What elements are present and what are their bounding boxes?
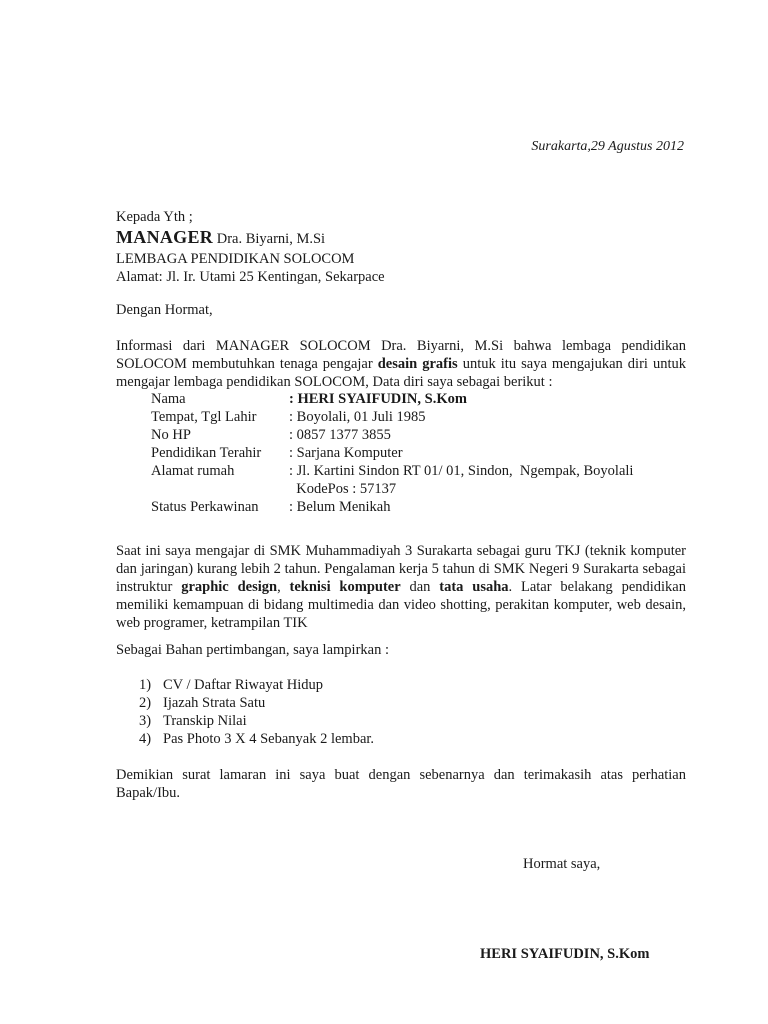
bio-row <box>151 408 633 426</box>
recipient-institution: LEMBAGA PENDIDIKAN SOLOCOM <box>116 251 355 267</box>
bio-label <box>151 480 289 498</box>
experience-text-1: Saat ini saya mengajar di SMK Muhammadiyah 3 Surakarta sebagai guru TKJ (teknik komputer dan jaringan) kurang lebih 2 tahun. Pengalaman kerja 5 tahun di SMK Negeri 9 Surakarta sebagai instruktur <box>116 543 686 595</box>
experience-sep-1: , <box>277 579 290 595</box>
attachment-item <box>139 712 374 730</box>
bio-label: Status Perkawinan <box>151 499 259 515</box>
bio-row <box>151 498 633 516</box>
bio-row <box>151 480 633 498</box>
bio-label: Alamat rumah <box>151 463 235 479</box>
intro-paragraph <box>116 337 686 391</box>
bio-value: KodePos : 57137 <box>289 481 397 497</box>
experience-sep-2: dan <box>400 579 440 595</box>
experience-bold-1: graphic design <box>181 579 278 595</box>
intro-text-after: untuk itu saya mengajukan diri untuk mengajar lembaga pendidikan SOLOCOM, Data diri saya sebagai berikut : <box>116 356 686 390</box>
bio-value: : Sarjana Komputer <box>289 445 403 461</box>
attachment-number: 4) <box>139 731 152 747</box>
bio-value: : 0857 1377 3855 <box>289 427 391 443</box>
experience-bold-2: teknisi komputer <box>289 579 401 595</box>
recipient-name: Dra. Biyarni, M.Si <box>213 231 326 247</box>
bio-row <box>151 390 633 408</box>
recipient-salutation: Kepada Yth ; <box>116 209 193 225</box>
bio-row <box>151 462 633 480</box>
bio-label: No HP <box>151 427 191 443</box>
closing-paragraph: Demikian surat lamaran ini saya buat dengan sebenarnya dan terimakasih atas perhatian Bapak/Ibu. <box>116 767 686 801</box>
experience-text-2: . Latar belakang pendidikan memiliki kemampuan di bidang multimedia dan video shotting, perakitan komputer, web desain, web programer, ketrampilan TIK <box>116 579 686 631</box>
intro-text-before: Informasi dari MANAGER SOLOCOM Dra. Biyarni, M.Si bahwa lembaga pendidikan SOLOCOM membutuhkan tenaga pengajar <box>116 338 686 372</box>
attachment-text: Transkip Nilai <box>163 713 247 729</box>
attachment-item <box>139 694 374 712</box>
bio-value: : HERI SYAIFUDIN, S.Kom <box>289 391 467 407</box>
greeting: Dengan Hormat, <box>116 302 213 318</box>
bio-row <box>151 444 633 462</box>
bio-label: Pendidikan Terahir <box>151 445 262 461</box>
bio-value: : Belum Menikah <box>289 499 391 515</box>
regards: Hormat saya, <box>523 856 601 872</box>
bio-row <box>151 426 633 444</box>
bio-label: Nama <box>151 391 186 407</box>
bio-value: : Jl. Kartini Sindon RT 01/ 01, Sindon, Ngempak, Boyolali <box>289 463 634 479</box>
attachment-number: 3) <box>139 713 152 729</box>
bio-label: Tempat, Tgl Lahir <box>151 409 257 425</box>
intro-bold-subject: desain grafis <box>377 356 458 372</box>
attachment-text: Ijazah Strata Satu <box>163 695 266 711</box>
recipient-title: MANAGER <box>116 227 214 247</box>
attachment-text: Pas Photo 3 X 4 Sebanyak 2 lembar. <box>163 731 375 747</box>
bio-value: : Boyolali, 01 Juli 1985 <box>289 409 426 425</box>
recipient-manager-line <box>116 226 686 250</box>
attachment-item <box>139 730 374 748</box>
recipient-block <box>116 208 686 286</box>
attachment-number: 1) <box>139 677 152 693</box>
experience-paragraph <box>116 542 686 632</box>
attachments-intro: Sebagai Bahan pertimbangan, saya lampirkan : <box>116 642 389 658</box>
attachment-text: CV / Daftar Riwayat Hidup <box>163 677 324 693</box>
recipient-address: Alamat: Jl. Ir. Utami 25 Kentingan, Sekarpace <box>116 269 385 285</box>
attachment-item <box>139 676 374 694</box>
attachments-list <box>139 676 374 748</box>
experience-bold-3: tata usaha <box>439 579 509 595</box>
attachment-number: 2) <box>139 695 152 711</box>
signature-name: HERI SYAIFUDIN, S.Kom <box>480 946 650 962</box>
letter-date: Surakarta,29 Agustus 2012 <box>531 139 684 154</box>
bio-table <box>151 390 633 516</box>
